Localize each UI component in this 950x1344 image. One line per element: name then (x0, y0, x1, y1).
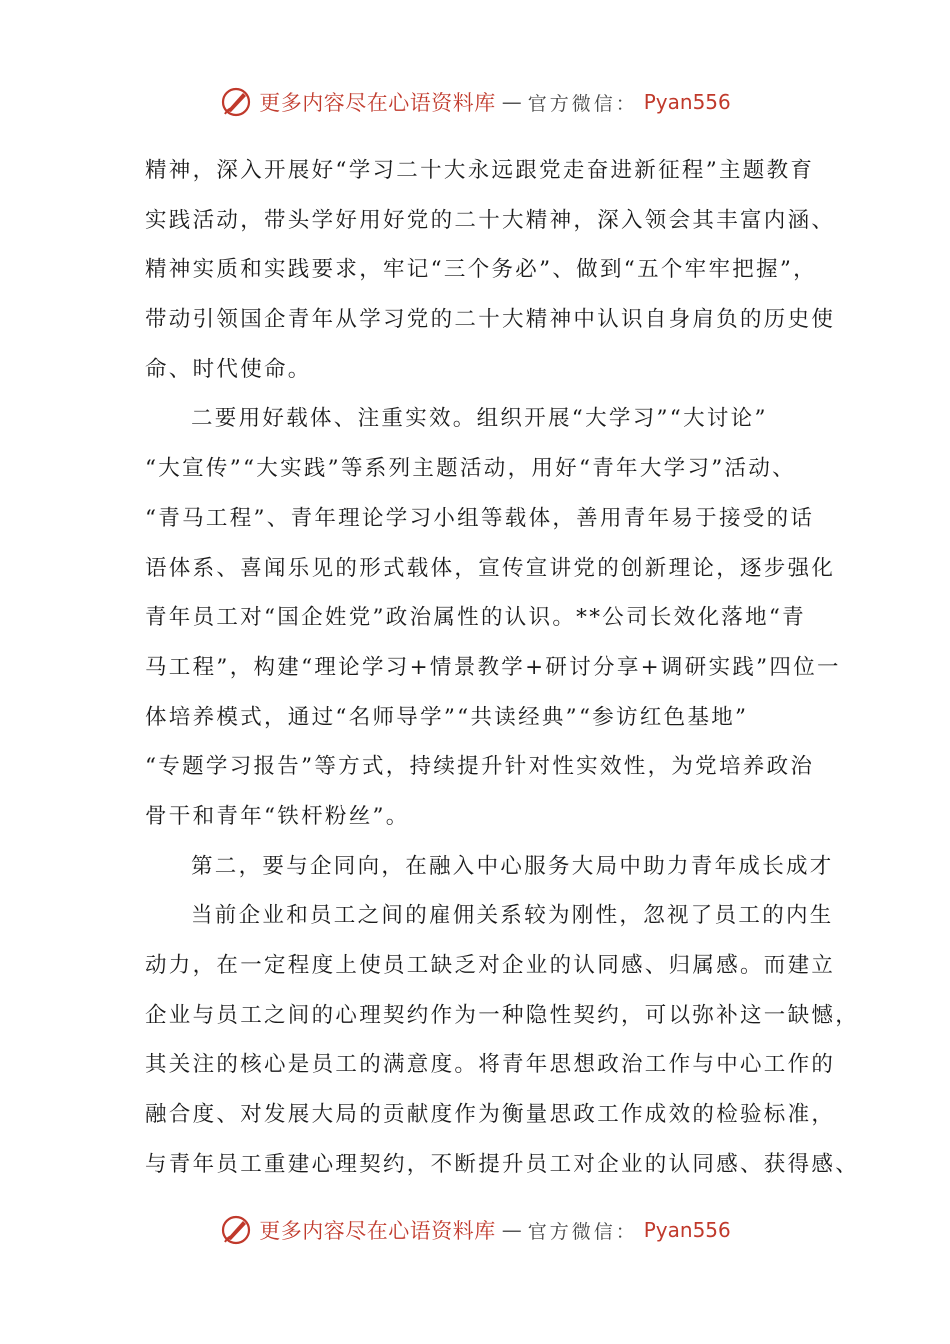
text-line: 命、时代使命。 (145, 356, 312, 382)
text-line: 企业与员工之间的心理契约作为一种隐性契约，可以弥补这一缺憾， (145, 1002, 860, 1028)
text-line: 精神，深入开展好“学习二十大永远跟党走奋进新征程”主题教育 (145, 158, 815, 183)
text-line: 动力，在一定程度上使员工缺乏对企业的认同感、归属感。而建立 (145, 953, 836, 978)
quill-logo-icon (219, 85, 253, 119)
watermark-wechat-id: Pyan556 (643, 1218, 731, 1242)
footer-watermark (0, 1210, 950, 1250)
text-line: “大宣传”“大实践”等系列主题活动，用好“青年大学习”活动、 (145, 456, 796, 482)
watermark-brand-text: 更多内容尽在心语资料库 (259, 1219, 496, 1243)
text-line: 实践活动，带头学好用好党的二十大精神，深入领会其丰富内涵、 (145, 207, 836, 233)
header-watermark (0, 82, 950, 122)
text-line: 其关注的核心是员工的满意度。将青年思想政治工作与中心工作的 (145, 1052, 836, 1078)
text-line: 体培养模式，通过“名师导学”“共读经典”“参访红色基地” (145, 704, 749, 730)
text-line: 带动引领国企青年从学习党的二十大精神中认识自身肩负的历史使 (145, 307, 836, 333)
watermark-label: 官方微信： (527, 92, 638, 115)
section-heading: 第二，要与企同向，在融入中心服务大局中助力青年成长成才 (191, 853, 834, 879)
text-line: “青马工程”、青年理论学习小组等载体，善用青年易于接受的话 (145, 505, 815, 531)
watermark-brand-text: 更多内容尽在心语资料库 (259, 91, 496, 115)
quill-logo-icon (219, 1213, 253, 1247)
text-line: 骨干和青年“铁杆粉丝”。 (145, 803, 410, 829)
text-line: 马工程”，构建“理论学习+情景教学+研讨分享+调研实践”四位一 (145, 654, 841, 680)
watermark-dash: — (501, 90, 522, 114)
watermark-dash: — (501, 1218, 522, 1242)
text-line: “专题学习报告”等方式，持续提升针对性实效性，为党培养政治 (145, 754, 815, 780)
text-line: 语体系、喜闻乐见的形式载体，宣传宣讲党的创新理论，逐步强化 (145, 555, 836, 581)
text-line: 融合度、对发展大局的贡献度作为衡量思政工作成效的检验标准， (145, 1102, 836, 1128)
text-line: 青年员工对“国企姓党”政治属性的认识。**公司长效化落地“青 (145, 605, 806, 631)
document-body (145, 146, 860, 1189)
watermark-wechat-id: Pyan556 (643, 90, 731, 114)
paragraph-start-line: 当前企业和员工之间的雇佣关系较为刚性，忽视了员工的内生 (191, 903, 834, 929)
paragraph-start-line: 二要用好载体、注重实效。组织开展“大学习”“大讨论” (191, 406, 768, 432)
text-line: 精神实质和实践要求，牢记“三个务必”、做到“五个牢牢把握”， (145, 257, 817, 283)
text-line: 与青年员工重建心理契约，不断提升员工对企业的认同感、获得感、 (145, 1151, 860, 1177)
watermark-label: 官方微信： (527, 1220, 638, 1243)
